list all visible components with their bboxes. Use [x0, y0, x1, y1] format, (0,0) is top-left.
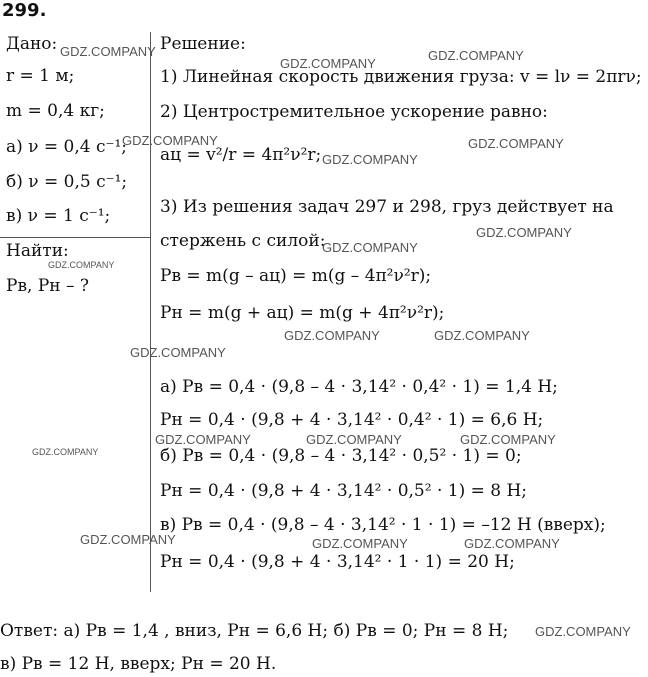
- answer-line: Ответ: а) Pв = 1,4 , вниз, Pн = 6,6 Н; б) Pв = 0; Pн = 8 Н;: [0, 621, 509, 641]
- watermark: GDZ.COMPANY: [428, 48, 524, 63]
- find-line: Pв, Pн – ?: [6, 276, 90, 296]
- solution-calc: в) Pв = 0,4 · (9,8 – 4 · 3,14² · 1 · 1) = –12 Н (вверх);: [160, 515, 606, 535]
- watermark: GDZ.COMPANY: [280, 56, 376, 71]
- solution-line: 2) Центростремительное ускорение равно:: [160, 102, 548, 122]
- given-line: а) ν = 0,4 с⁻¹;: [6, 137, 128, 157]
- solution-calc: а) Pв = 0,4 · (9,8 – 4 · 3,14² · 0,4² · 1) = 1,4 Н;: [160, 377, 558, 397]
- watermark: GDZ.COMPANY: [32, 447, 99, 457]
- given-line: в) ν = 1 с⁻¹;: [6, 206, 111, 226]
- solution-formula: Pн = m(g + aц) = m(g + 4π²ν²r);: [160, 303, 445, 323]
- given-line: r = 1 м;: [6, 66, 75, 86]
- given-header: Дано:: [6, 34, 58, 54]
- watermark: GDZ.COMPANY: [122, 133, 218, 148]
- solution-line: 3) Из решения задач 297 и 298, груз действует на: [160, 197, 614, 217]
- solution-calc: Pн = 0,4 · (9,8 + 4 · 3,14² · 0,5² · 1) = 8 Н;: [160, 481, 528, 501]
- watermark: GDZ.COMPANY: [48, 260, 115, 270]
- watermark: GDZ.COMPANY: [312, 536, 408, 551]
- watermark: GDZ.COMPANY: [284, 328, 380, 343]
- watermark: GDZ.COMPANY: [155, 432, 251, 447]
- watermark: GDZ.COMPANY: [434, 328, 530, 343]
- answer-line: в) Pв = 12 Н, вверх; Pн = 20 Н.: [0, 654, 277, 674]
- solution-line: стержень с силой:: [160, 231, 326, 251]
- given-line: m = 0,4 кг;: [6, 101, 105, 121]
- solution-header: Решение:: [160, 34, 246, 54]
- solution-line: 1) Линейная скорость движения груза: v = lν = 2πrν;: [160, 67, 642, 87]
- given-line: б) ν = 0,5 с⁻¹;: [6, 172, 128, 192]
- solution-formula: Pв = m(g – aц) = m(g – 4π²ν²r);: [160, 266, 432, 286]
- watermark: GDZ.COMPANY: [80, 532, 176, 547]
- watermark: GDZ.COMPANY: [468, 136, 564, 151]
- solution-calc: б) Pв = 0,4 · (9,8 – 4 · 3,14² · 0,5² · 1) = 0;: [160, 446, 522, 466]
- watermark: GDZ.COMPANY: [322, 240, 418, 255]
- watermark: GDZ.COMPANY: [464, 536, 560, 551]
- watermark: GDZ.COMPANY: [130, 345, 226, 360]
- watermark: GDZ.COMPANY: [322, 152, 418, 167]
- watermark: GDZ.COMPANY: [60, 44, 156, 59]
- solution-calc: Pн = 0,4 · (9,8 + 4 · 3,14² · 0,4² · 1) = 6,6 Н;: [160, 410, 544, 430]
- find-header: Найти:: [6, 241, 69, 261]
- column-divider: [150, 32, 151, 592]
- watermark: GDZ.COMPANY: [306, 432, 402, 447]
- given-find-divider: [0, 237, 150, 238]
- solution-formula: aц = v²/r = 4π²ν²r;: [160, 145, 322, 165]
- watermark: GDZ.COMPANY: [460, 432, 556, 447]
- watermark: GDZ.COMPANY: [535, 624, 631, 639]
- problem-number: 299.: [2, 0, 47, 21]
- watermark: GDZ.COMPANY: [476, 225, 572, 240]
- solution-calc: Pн = 0,4 · (9,8 + 4 · 3,14² · 1 · 1) = 20 Н;: [160, 552, 515, 572]
